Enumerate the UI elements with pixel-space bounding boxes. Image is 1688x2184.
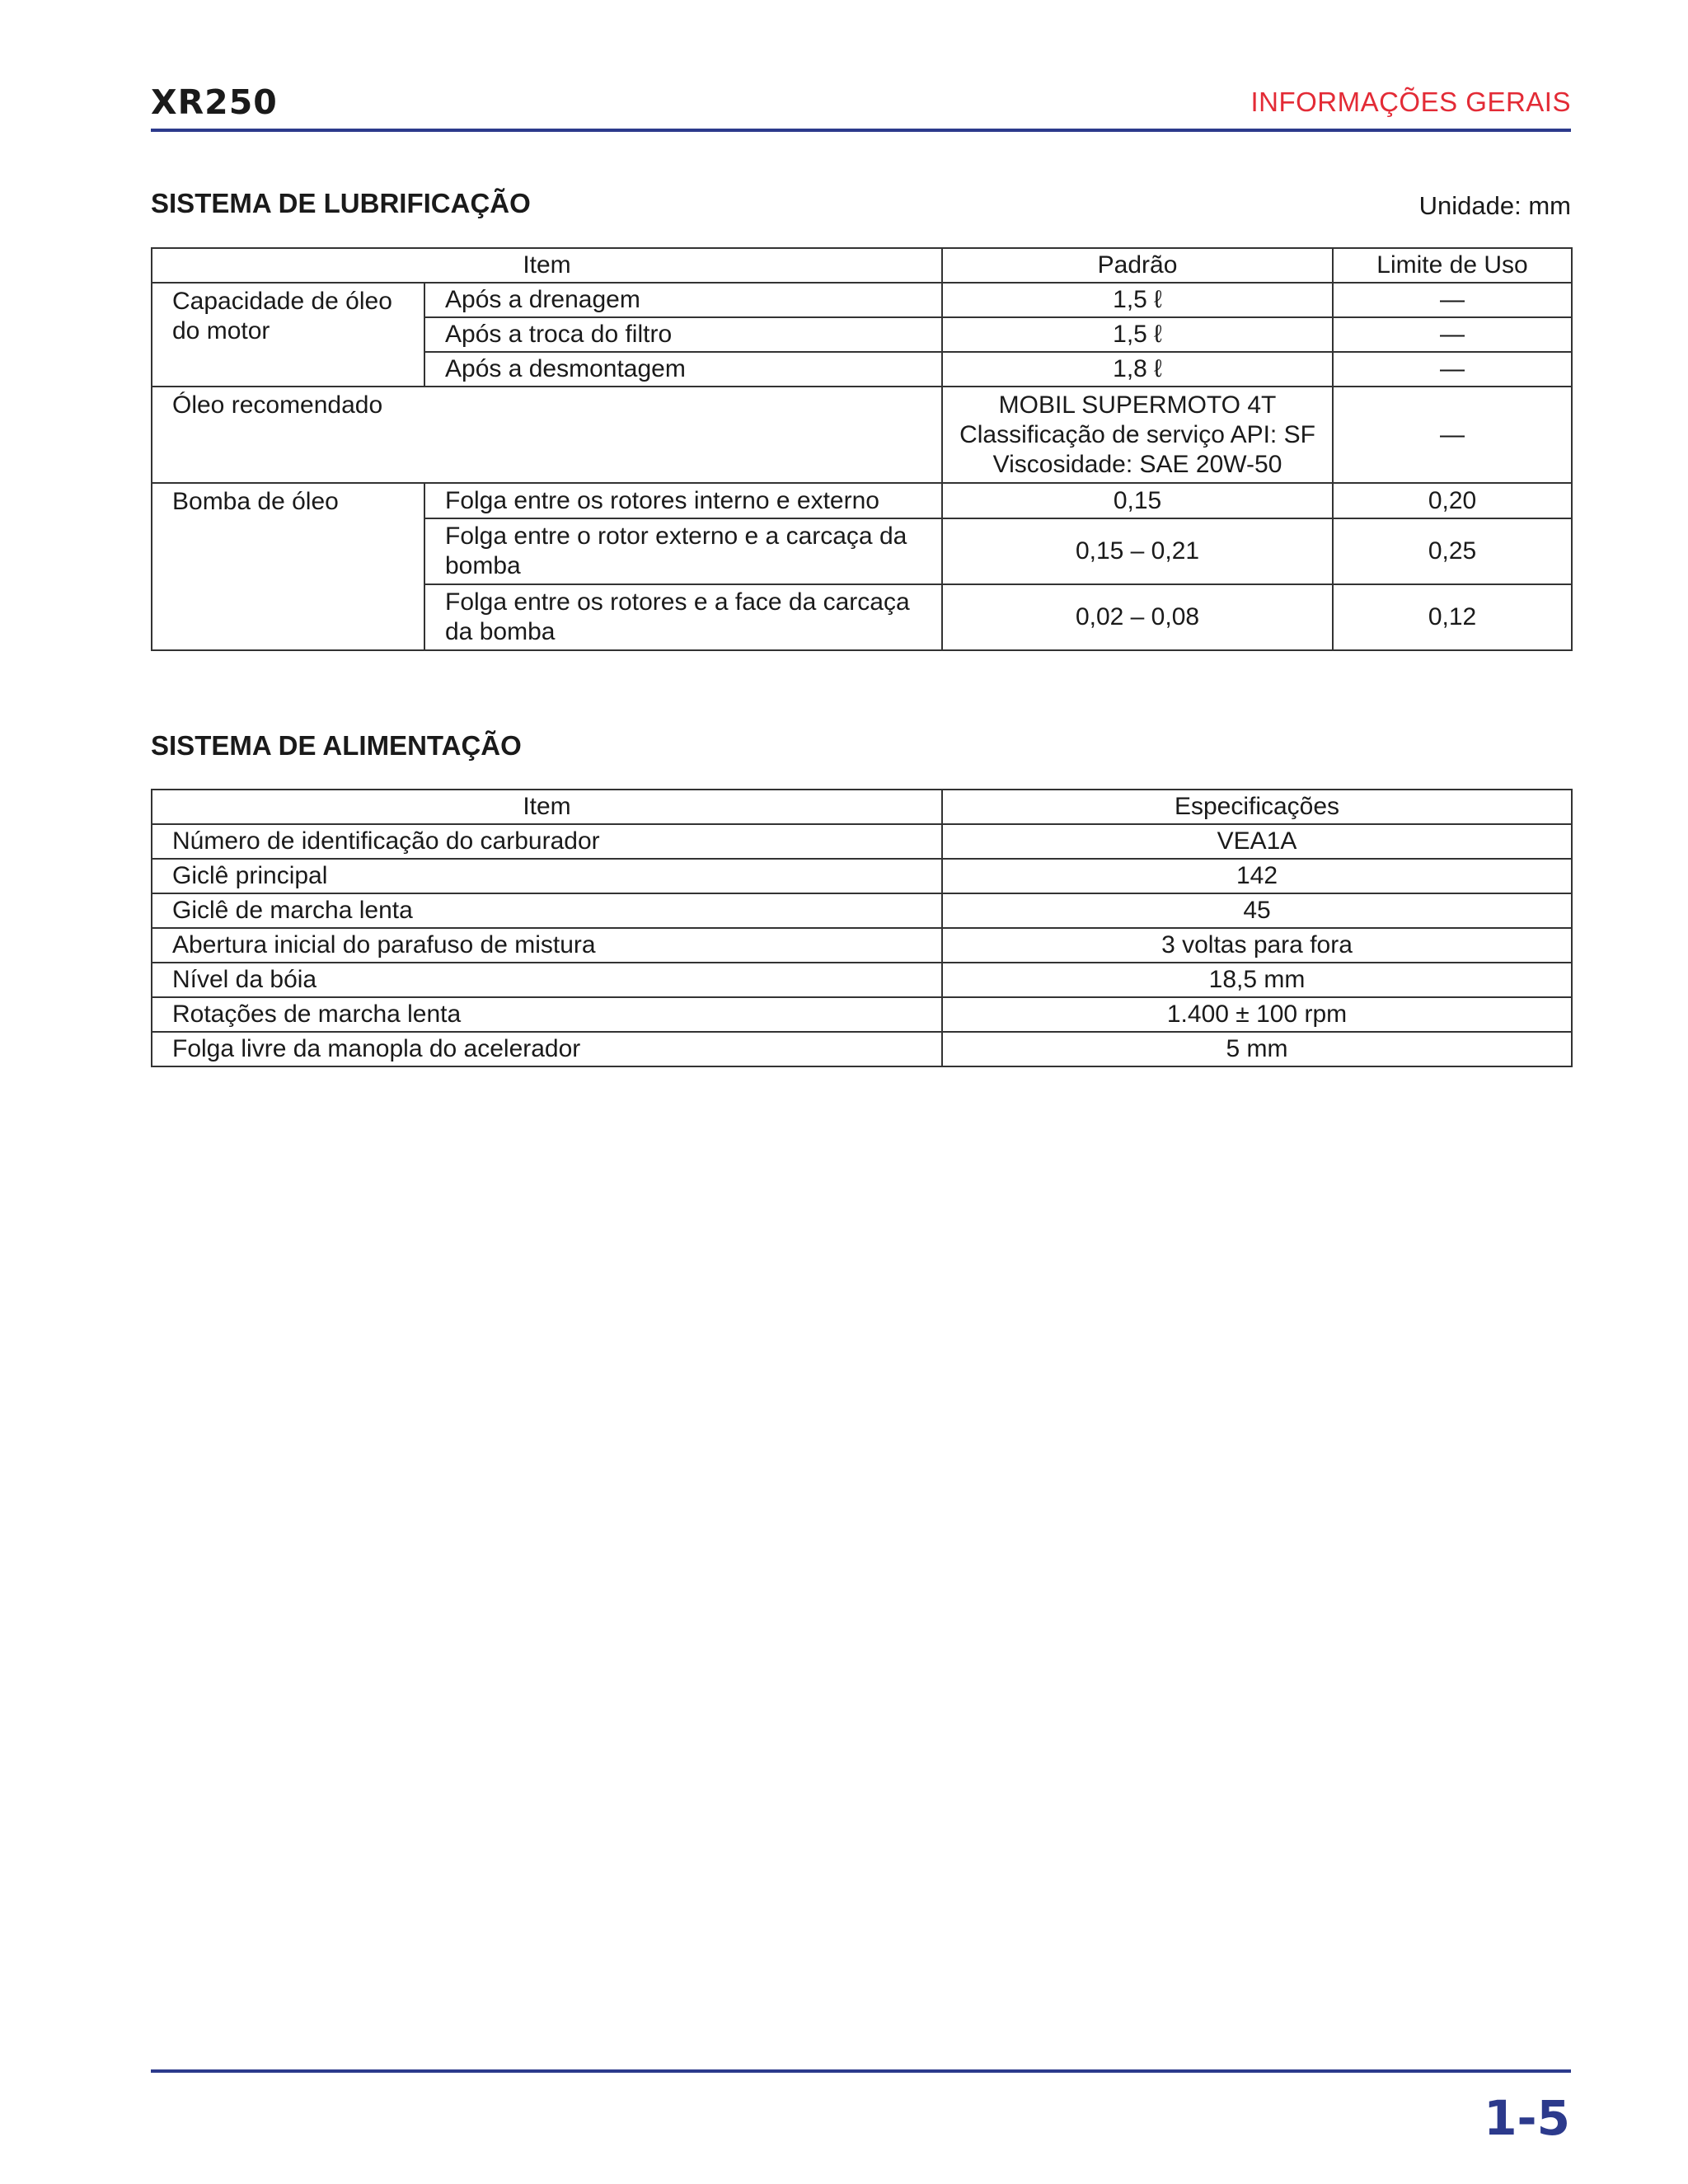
row-standard: 0,15 – 0,21 <box>942 518 1333 584</box>
table-row <box>152 859 1572 893</box>
table-row <box>152 963 1572 997</box>
page-number: 1-5 <box>1484 2090 1570 2146</box>
row-item: Giclê de marcha lenta <box>152 893 942 928</box>
row-limit: — <box>1333 317 1572 352</box>
table-header-row <box>152 790 1572 824</box>
row-spec: 142 <box>942 859 1572 893</box>
section-label: INFORMAÇÕES GERAIS <box>1250 87 1571 117</box>
page-header <box>151 78 1571 133</box>
table-row <box>152 928 1572 963</box>
row-limit: 0,12 <box>1333 584 1572 650</box>
row-limit: — <box>1333 352 1572 387</box>
header-item: Item <box>152 248 942 283</box>
unit-label: Unidade: mm <box>1418 191 1571 220</box>
header-standard: Padrão <box>942 248 1333 283</box>
lubrication-title: SISTEMA DE LUBRIFICAÇÃO <box>151 188 531 218</box>
fuel-table <box>151 789 1573 1067</box>
row-sub-item: Folga entre os rotores e a face da carcaça da bomba <box>424 584 942 650</box>
header-rule <box>151 129 1571 132</box>
header-limit: Limite de Uso <box>1333 248 1572 283</box>
row-sub-item: Após a drenagem <box>424 283 942 317</box>
row-spec: 3 voltas para fora <box>942 928 1572 963</box>
table-row <box>152 824 1572 859</box>
table-header-row <box>152 248 1572 283</box>
table-row <box>152 997 1572 1032</box>
model-name: XR250 <box>151 82 278 122</box>
table-row <box>152 387 1572 483</box>
row-spec: 5 mm <box>942 1032 1572 1066</box>
row-standard: 1,5 ℓ <box>942 283 1333 317</box>
recommended-oil-label: Óleo recomendado <box>152 387 942 483</box>
header-spec: Especificações <box>942 790 1572 824</box>
table-row <box>152 283 1572 317</box>
table-row <box>152 893 1572 928</box>
header-item: Item <box>152 790 942 824</box>
row-standard: 1,8 ℓ <box>942 352 1333 387</box>
row-item: Nível da bóia <box>152 963 942 997</box>
row-sub-item: Após a desmontagem <box>424 352 942 387</box>
lubrication-table <box>151 247 1573 651</box>
recommended-oil-standard <box>942 387 1333 483</box>
row-limit: 0,20 <box>1333 483 1572 518</box>
row-item: Rotações de marcha lenta <box>152 997 942 1032</box>
row-limit: 0,25 <box>1333 518 1572 584</box>
row-item: Abertura inicial do parafuso de mistura <box>152 928 942 963</box>
oil-pump-label: Bomba de óleo <box>152 483 424 650</box>
row-standard: 0,02 – 0,08 <box>942 584 1333 650</box>
row-item: Número de identificação do carburador <box>152 824 942 859</box>
oil-api-class: Classificação de serviço API: SF <box>959 420 1315 448</box>
table-row <box>152 483 1572 518</box>
row-item: Folga livre da manopla do acelerador <box>152 1032 942 1066</box>
oil-capacity-label: Capacidade de óleo do motor <box>152 283 424 387</box>
footer-rule <box>151 2069 1571 2073</box>
row-item: Giclê principal <box>152 859 942 893</box>
row-spec: 18,5 mm <box>942 963 1572 997</box>
oil-brand: MOBIL SUPERMOTO 4T <box>998 391 1277 419</box>
oil-viscosity: Viscosidade: SAE 20W-50 <box>992 450 1282 478</box>
row-spec: 1.400 ± 100 rpm <box>942 997 1572 1032</box>
table-row <box>152 1032 1572 1066</box>
row-limit: — <box>1333 387 1572 483</box>
row-spec: VEA1A <box>942 824 1572 859</box>
row-standard: 1,5 ℓ <box>942 317 1333 352</box>
row-sub-item: Folga entre os rotores interno e externo <box>424 483 942 518</box>
fuel-title: SISTEMA DE ALIMENTAÇÃO <box>151 730 522 761</box>
row-sub-item: Folga entre o rotor externo e a carcaça da bomba <box>424 518 942 584</box>
row-sub-item: Após a troca do filtro <box>424 317 942 352</box>
row-spec: 45 <box>942 893 1572 928</box>
row-limit: — <box>1333 283 1572 317</box>
row-standard: 0,15 <box>942 483 1333 518</box>
